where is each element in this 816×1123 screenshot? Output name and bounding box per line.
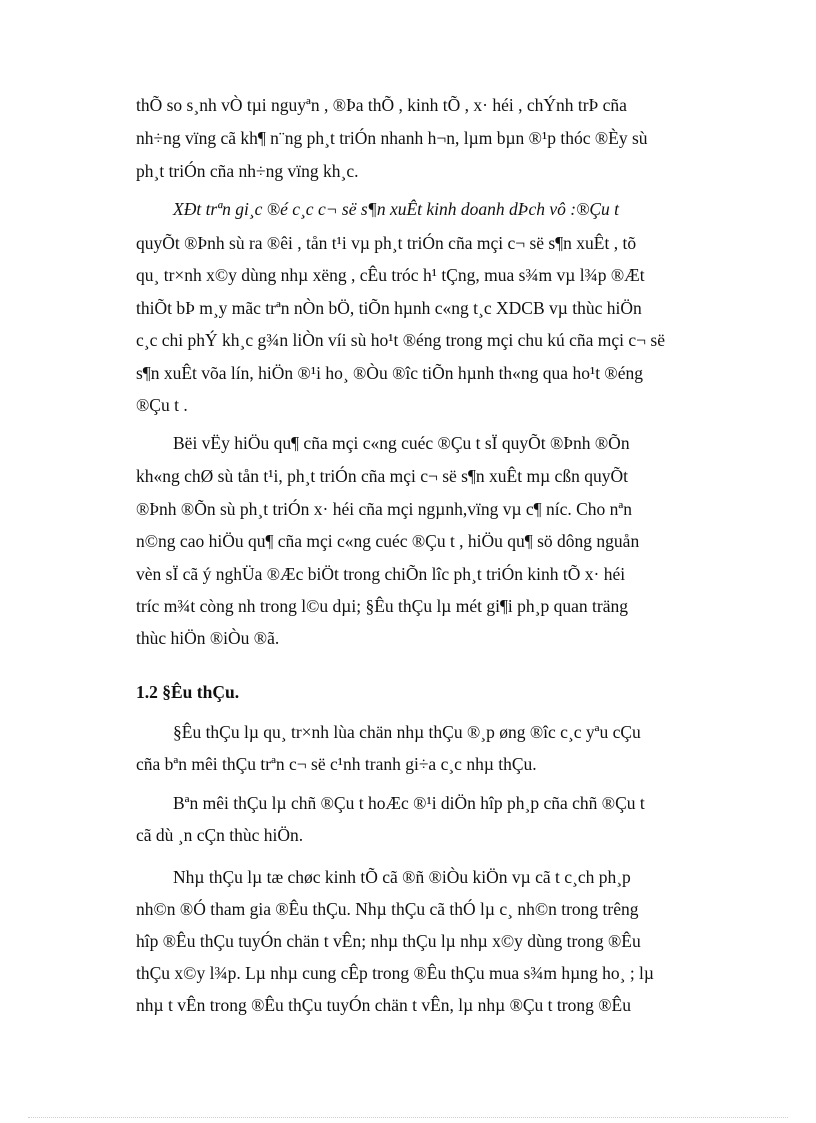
text-line: c¸c chi phÝ kh¸c g¾n liÒn víi sù ho¹t ®éng trong mçi chu kú cña mçi c¬ së [136,330,665,350]
text-line: ®Çu t . [136,395,188,415]
text-line: thÕ so s¸nh vÒ tµi nguyªn , ®Þa thÕ , kinh tÕ , x· héi , chÝnh trÞ cña [136,95,627,115]
text-line: s¶n xuÊt võa lín, hiÖn ®¹i ho¸ ®Òu ®îc tiÕn hµnh th«ng qua ho¹t ®éng [136,363,643,383]
text-line: thiÕt bÞ m¸y mãc trªn nÒn bÖ, tiÕn hµnh c«ng t¸c XDCB vµ thùc hiÖn [136,298,642,318]
text-line: tríc m¾t còng nh trong l©u dµi; §Êu thÇu lµ mét gi¶i ph¸p quan träng [136,596,628,616]
text-line: thùc hiÖn ®iÒu ®ã. [136,628,280,648]
text-line: nhµ t vÊn trong ®Êu thÇu tuyÓn chän t vÊn, lµ nhµ ®Çu t trong ®Êu [136,995,631,1015]
text-line: hîp ®Êu thÇu tuyÓn chän t vÊn; nhµ thÇu lµ nhµ x©y dùng trong ®Êu [136,931,641,951]
text-line: vèn sÏ cã ý nghÜa ®Æc biÖt trong chiÕn lîc ph¸t triÓn kinh tÕ x· héi [136,564,626,584]
text-line: cña bªn mêi thÇu trªn c¬ së c¹nh tranh gi÷a c¸c nhµ thÇu. [136,754,537,774]
section-heading: 1.2 §Êu thÇu. [136,682,240,702]
text-line: qu¸ tr×nh x©y dùng nhµ xëng , cÊu tróc h¹ tÇng, mua s¾m vµ l¾p ®Æt [136,265,645,285]
text-line: Bëi vËy hiÖu qu¶ cña mçi c«ng cuéc ®Çu t sÏ quyÕt ®Þnh ®Õn [173,433,630,453]
text-line: nh©n ®Ó tham gia ®Êu thÇu. Nhµ thÇu cã thÓ lµ c¸ nh©n trong trêng [136,899,639,919]
text-line: XÐt trªn gi¸c ®é c¸c c¬ së s¶n xuÊt kinh doanh dÞch vô :®Çu t [173,199,620,219]
page-bottom-rule [28,1117,788,1118]
text-line: nh÷ng vïng cã kh¶ n¨ng ph¸t triÓn nhanh h¬n, lµm bµn ®¹p thóc ®Èy sù [136,128,648,148]
text-line: Bªn mêi thÇu lµ chñ ®Çu t hoÆc ®¹i diÖn hîp ph¸p cña chñ ®Çu t [173,793,645,813]
text-line: ®Þnh ®Õn sù ph¸t triÓn x· héi cña mçi ngµnh,vïng vµ c¶ níc. Cho nªn [136,499,632,519]
text-line: thÇu x©y l¾p. Lµ nhµ cung cÊp trong ®Êu thÇu mua s¾m hµng ho¸ ; lµ [136,963,655,983]
text-line: ph¸t triÓn cña nh÷ng vïng kh¸c. [136,161,359,181]
text-line: §Êu thÇu lµ qu¸ tr×nh lùa chän nhµ thÇu ®¸p øng ®îc c¸c yªu cÇu [173,722,641,742]
text-line: cã dù ¸n cÇn thùc hiÖn. [136,825,304,845]
text-line: quyÕt ®Þnh sù ra ®êi , tån t¹i vµ ph¸t triÓn cña mçi c¬ së s¶n xuÊt , tõ [136,233,637,253]
text-line: Nhµ thÇu lµ tæ chøc kinh tÕ cã ®ñ ®iÒu kiÖn vµ cã t c¸ch ph¸p [173,867,631,887]
text-line: kh«ng chØ sù tån t¹i, ph¸t triÓn cña mçi c¬ së s¶n xuÊt mµ cßn quyÕt [136,466,628,486]
text-line: n©ng cao hiÖu qu¶ cña mçi c«ng cuéc ®Çu t , hiÖu qu¶ sö dông nguån [136,531,640,551]
